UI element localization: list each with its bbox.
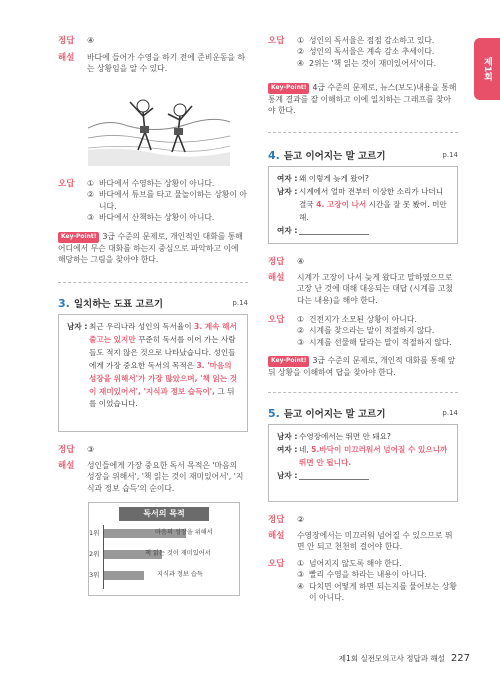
item-text: 바다에서 수영하는 상황이 아니다. xyxy=(99,179,215,188)
section-title: 듣고 이어지는 말 고르기 xyxy=(283,151,386,162)
item-number: ① xyxy=(297,36,304,45)
section-header xyxy=(58,296,248,312)
speaker-label: 남자 : xyxy=(277,432,298,441)
page-reference: p.14 xyxy=(442,151,458,159)
answer-blank xyxy=(299,226,369,235)
footer-text: 제1회 실전모의고사 정답과 해설 xyxy=(338,653,445,663)
item-number: ③ xyxy=(297,337,304,347)
list-item xyxy=(297,314,457,325)
speaker-label: 여자 : xyxy=(277,174,298,183)
chart-rank-label: 3위 xyxy=(89,571,100,579)
explain-label: 해설 xyxy=(58,53,75,63)
speaker-label: 여자 : xyxy=(277,225,298,235)
divider xyxy=(268,132,458,133)
highlight-text: 5.바닥이 미끄러워서 넘어질 수 있으니까 뛰면 안 됩니다. xyxy=(299,444,448,467)
item-text: 2위는 '책 읽는 것이 재미있어서'이다. xyxy=(309,58,437,68)
wrong-list xyxy=(297,35,457,69)
script-text: 그 뒤를 이었습니다. xyxy=(89,386,235,409)
item-text: 넘어지지 않도록 해야 한다. xyxy=(309,559,402,568)
answer-value: ③ xyxy=(87,445,95,454)
wrong-list xyxy=(297,558,457,603)
list-item xyxy=(87,178,247,189)
item-number: ② xyxy=(297,47,304,57)
item-text: 바다에서 산책하는 상황이 아니다. xyxy=(99,212,215,222)
script-box xyxy=(58,314,248,432)
wrong-list xyxy=(297,314,457,348)
highlight-text: 4. 고장이 나서 xyxy=(316,199,367,209)
answer-label: 정답 xyxy=(58,36,75,46)
section-number: 5. xyxy=(268,407,280,420)
chapter-tab: 제1회 xyxy=(474,38,500,100)
item-number: ① xyxy=(87,179,94,188)
script-text: 꾸준히 독서를 이어 가는 사람들도 적지 않은 것으로 나타났습니다. 성인들에게 가장 중요한 독서의 목적은 xyxy=(89,334,236,370)
key-point-text: 4급 수준의 문제로, 뉴스(보도)내용을 통해 통계 결과를 잘 이해하고 이에 일치하는 그래프를 찾아야 한다. xyxy=(268,83,457,115)
wrong-label: 오답 xyxy=(268,559,285,569)
script-box xyxy=(268,424,458,502)
explain-label: 해설 xyxy=(268,531,285,541)
speaker-line xyxy=(277,173,449,186)
explain-text: 시계가 고장이 나서 늦게 왔다고 말하였으므로 고장 난 것에 대해 대응되는 대답 (시계를 고쳤다는 내용)을 해야 한다. xyxy=(297,273,453,305)
explain-label: 해설 xyxy=(58,461,75,471)
script-box xyxy=(268,166,458,244)
beach-stretching-illustration xyxy=(88,88,230,166)
key-point xyxy=(268,355,458,378)
chart-bar-label: 마음의 성장을 위해서 xyxy=(155,529,213,536)
page-reference: p.14 xyxy=(232,299,248,307)
item-number: ② xyxy=(87,190,94,200)
item-text: 성인의 독서율은 점점 감소하고 있다. xyxy=(309,36,435,45)
answer-label: 정답 xyxy=(58,445,75,455)
item-number: ① xyxy=(297,559,304,568)
script-text: 시간을 잘 못 봤어. 미안해. xyxy=(299,199,447,222)
section-title: 일치하는 도표 고르기 xyxy=(73,299,164,310)
answer-value: ④ xyxy=(87,36,95,45)
key-point-text: 3급 수준의 문제로, 개인적인 대화를 통해 어디에서 무슨 대화를 하는지 중심으로 파악하고 이에 해당하는 그림을 찾아야 한다. xyxy=(58,232,243,264)
speaker-line xyxy=(277,470,449,483)
item-text: 시계를 찾으라는 말이 적절하지 않다. xyxy=(309,326,435,336)
speaker-label: 여자 : xyxy=(277,444,298,454)
item-number: ③ xyxy=(87,212,94,222)
explain-text: 성인들에게 가장 중요한 독서 목적은 '마음의 성장을 위해서', '책 읽는 것이 재미있어서', '지식과 정보 습득'의 순이다. xyxy=(87,461,244,493)
key-point xyxy=(268,82,458,116)
explain-text: 수영장에서는 미끄러워 넘어질 수 있으므로 뛰면 안 되고 천천히 걸어야 한다. xyxy=(297,531,453,552)
chart-bar-3 xyxy=(104,571,144,580)
wrong-label: 오답 xyxy=(268,315,285,325)
explain-label: 해설 xyxy=(268,273,285,283)
list-item xyxy=(297,569,457,580)
section-header xyxy=(268,148,458,164)
section-title: 듣고 이어지는 말 고르기 xyxy=(283,409,386,420)
speaker-label: 남자 : xyxy=(277,470,298,480)
item-number: ② xyxy=(297,326,304,336)
answer-blank xyxy=(299,471,369,480)
list-item xyxy=(297,35,457,46)
wrong-label: 오답 xyxy=(268,36,285,46)
key-point xyxy=(58,231,248,265)
divider xyxy=(268,392,458,393)
item-number: ① xyxy=(297,315,304,324)
key-point-text: 3급 수준의 문제로, 개인적 대화를 통해 앞뒤 상황을 이해하여 답을 찾아야 한다. xyxy=(268,356,456,377)
key-point-badge: Key-Point! xyxy=(58,232,99,243)
reading-purpose-chart xyxy=(88,502,240,596)
page-footer xyxy=(339,652,470,667)
key-point-badge: Key-Point! xyxy=(268,356,309,367)
highlight-text: 3. '마음의 성장을 위해서'가 가장 많았으며, '책 읽는 것이 재미있어서', '지식과 정보 습득이', xyxy=(89,360,238,396)
item-text: 바다에서 튜브를 타고 물놀이하는 상황이 아니다. xyxy=(99,190,247,211)
highlight-text: 3. 계속 해서 줄고는 있지만 xyxy=(89,322,237,344)
answer-label: 정답 xyxy=(268,257,285,267)
item-text: 다치면 어떻게 하면 되는지를 물어보는 상황이 아니다. xyxy=(309,581,457,602)
script-text: 최근 우리나라 성인의 독서율이 xyxy=(89,322,195,331)
chart-rank-label: 1위 xyxy=(89,529,100,537)
script-text: 네, xyxy=(299,444,312,454)
answer-value: ② xyxy=(297,515,305,524)
chart-title: 독서의 목적 xyxy=(119,507,209,521)
item-number: ④ xyxy=(297,581,304,591)
list-item xyxy=(297,581,457,604)
list-item xyxy=(297,58,457,69)
answer-label: 정답 xyxy=(268,515,285,525)
item-number: ③ xyxy=(297,570,304,580)
script-text: 왜 이렇게 늦게 왔어? xyxy=(299,174,369,183)
chart-bar-label: 책 읽는 것이 재미있어서 xyxy=(145,550,211,557)
page-number: 227 xyxy=(450,652,470,664)
item-text: 성인의 독서율은 계속 감소 추세이다. xyxy=(309,47,435,57)
speaker-label: 남자 : xyxy=(67,322,88,331)
list-item xyxy=(297,337,457,348)
page-reference: p.14 xyxy=(442,409,458,417)
script-text: 시계에서 얼마 전부터 이상한 소리가 나더니 결국 xyxy=(299,186,444,209)
key-point-badge: Key-Point! xyxy=(268,83,309,94)
list-item xyxy=(297,325,457,336)
wrong-label: 오답 xyxy=(58,179,75,189)
script-text: 수영장에서는 뛰면 안 돼요? xyxy=(299,432,391,441)
item-number: ④ xyxy=(297,58,304,68)
section-number: 4. xyxy=(268,149,280,162)
list-item xyxy=(297,46,457,57)
list-item xyxy=(87,212,247,223)
list-item xyxy=(87,189,247,212)
item-text: 빨리 수영을 하라는 내용이 아니다. xyxy=(309,570,427,580)
chart-bar-label: 지식과 정보 습득 xyxy=(157,571,203,578)
speaker-line xyxy=(277,431,449,444)
speaker-line xyxy=(67,321,239,411)
speaker-line xyxy=(277,186,449,225)
speaker-line xyxy=(277,225,449,238)
speaker-line xyxy=(277,444,449,470)
speaker-label: 남자 : xyxy=(277,186,298,196)
section-number: 3. xyxy=(58,297,70,310)
answer-value: ④ xyxy=(297,257,305,266)
item-text: 시계를 선물해 달라는 말이 적절하지 않다. xyxy=(309,337,452,347)
item-text: 건전지가 소모된 상황이 아니다. xyxy=(309,315,417,324)
explain-text: 바다에 들어가 수영을 하기 전에 준비운동을 하는 상황임을 알 수 있다. xyxy=(87,53,245,74)
list-item xyxy=(297,558,457,569)
chart-rank-label: 2위 xyxy=(89,550,100,558)
section-header xyxy=(268,406,458,422)
divider xyxy=(58,282,248,283)
wrong-list xyxy=(87,178,247,223)
